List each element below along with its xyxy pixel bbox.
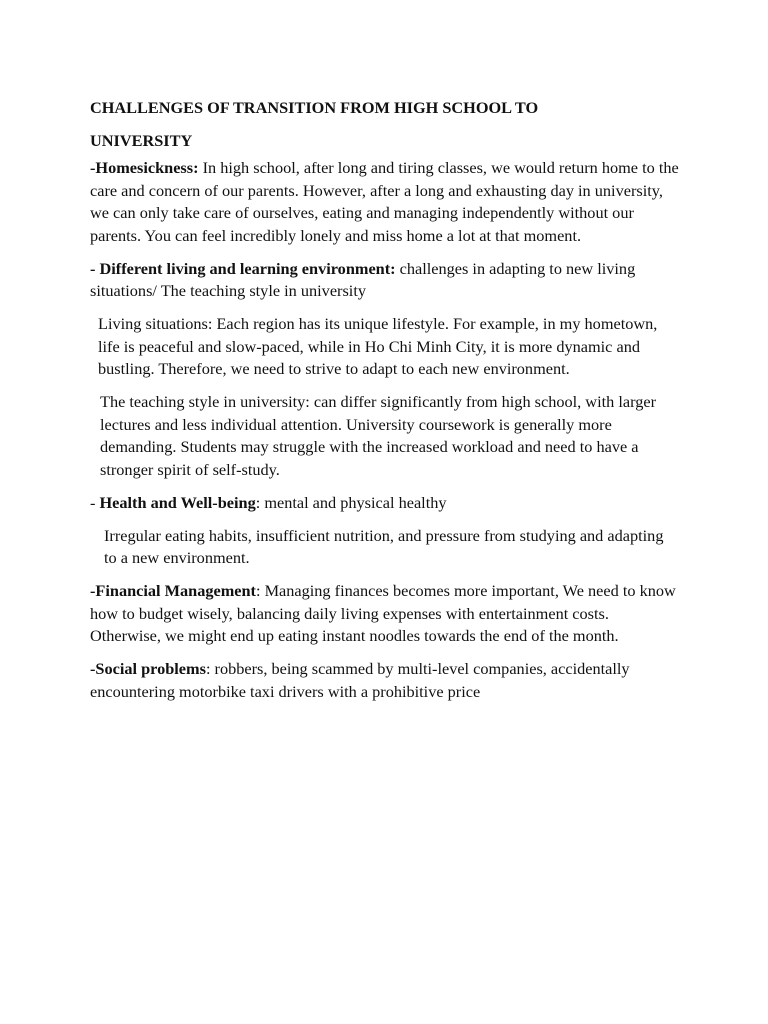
paragraph-teaching-style: The teaching style in university: can differ significantly from high school, with larger lectures and less individual attention. University coursework is generally more demanding. Students may struggle with the increased workload and need to have a stronger spirit of self-study. [100, 392, 656, 479]
paragraph-health [90, 492, 680, 515]
heading-environment: - Different living and learning environment: [90, 258, 396, 278]
heading-health: Health and Well-being [99, 492, 256, 512]
document-title-line-2: UNIVERSITY [90, 131, 193, 150]
paragraph-social [90, 658, 680, 703]
paragraph-health-detail: Irregular eating habits, insufficient nutrition, and pressure from studying and adapting to a new environment. [104, 525, 664, 567]
heading-financial: -Financial Management [90, 581, 256, 600]
heading-homesickness: -Homesickness: [90, 158, 199, 177]
document-title-line-1: CHALLENGES OF TRANSITION FROM HIGH SCHOOL TO [90, 98, 539, 117]
text-homesickness: In high school, after long and tiring classes, we would return home to the care and concern of our parents. However, after a long and exhausting day in university, we can only take care of ourselves, eating and managing independently without our parents. You can feel incredibly lonely and miss home a lot at that moment. [90, 158, 679, 245]
text-environment: challenges in adapting to new living situations/ The teaching style in university [90, 258, 636, 300]
document-page [90, 91, 680, 714]
paragraph-living-situations: Living situations: Each region has its unique lifestyle. For example, in my hometown, life is peaceful and slow-paced, while in Ho Chi Minh City, it is more dynamic and bustling. Therefore, we need to strive to adapt to each new environment. [98, 314, 658, 378]
text-health: : mental and physical healthy [255, 492, 447, 512]
heading-social: -Social problems [90, 659, 206, 678]
text-social: : robbers, being scammed by multi-level companies, accidentally encountering motorbike taxi drivers with a prohibitive price [90, 659, 630, 701]
prefix-health: - [90, 492, 100, 512]
paragraph-environment [90, 258, 680, 303]
paragraph-financial [90, 580, 680, 648]
paragraph-homesickness [90, 157, 680, 247]
text-financial: : Managing finances becomes more important, We need to know how to budget wisely, balancing daily living expenses with entertainment costs. Otherwise, we might end up eating instant noodles towards the end of the month. [90, 581, 676, 645]
